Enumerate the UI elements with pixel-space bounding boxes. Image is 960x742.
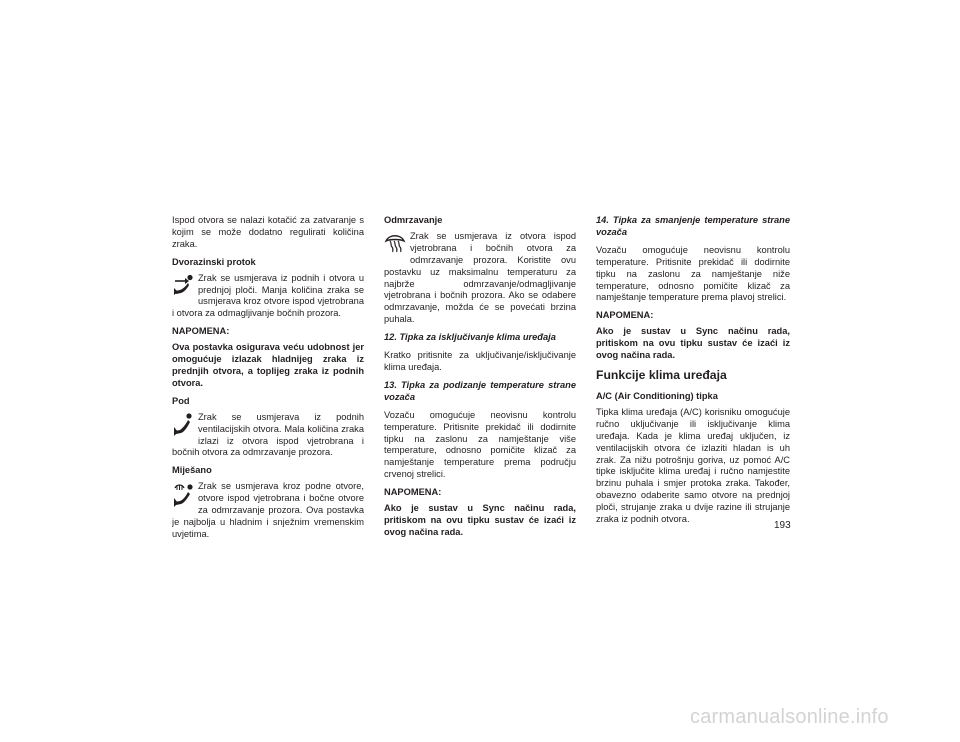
- column-2: [384, 215, 576, 545]
- mix-heading: Miješano: [172, 465, 212, 476]
- defrost-icon: [384, 232, 406, 266]
- defrost-heading: Odmrzavanje: [384, 215, 443, 225]
- floor-paragraph: [172, 412, 364, 460]
- bilevel-text: Zrak se usmjerava iz podnih i otvora u prednjoj ploči. Manja količina zraka se usmjerava kroz otvore ispod vjetrobrana i otvora za odmagljivanje bočnih prozora.: [172, 272, 364, 319]
- note-label: NAPOMENA:: [172, 326, 230, 337]
- mix-paragraph: [172, 481, 364, 541]
- button12-heading: 12. Tipka za isključivanje klima uređaja: [384, 332, 556, 343]
- mix-airflow-icon: [172, 482, 194, 516]
- bilevel-airflow-icon: [172, 274, 194, 308]
- defrost-paragraph: [384, 231, 576, 326]
- floor-heading: Pod: [172, 395, 190, 406]
- bilevel-heading: Dvorazinski protok: [172, 256, 256, 267]
- button14-text: Vozaču omogućuje neovisnu kontrolu temperature. Pritisnite prekidač ili dodirnite tipku na zaslonu za namještanje niže temperature, odnosno pomičite klizač za namještanje temperature prema plavoj strelici.: [596, 244, 790, 303]
- note-label-2: NAPOMENA:: [384, 487, 442, 498]
- button14-heading: 14. Tipka za smanjenje temperature strane vozača: [596, 215, 790, 237]
- button13-heading: 13. Tipka za podizanje temperature strane vozača: [384, 379, 576, 402]
- button13-text: Vozaču omogućuje neovisnu kontrolu temperature. Pritisnite prekidač ili dodirnite tipku na zaslonu za namještanje više temperature, odnosno pomičite klizač za namještanje temperature prema području crvenoj strelici.: [384, 409, 576, 480]
- floor-airflow-icon: [172, 413, 194, 447]
- section-title: Funkcije klima uređaja: [596, 367, 727, 382]
- note-label-3: NAPOMENA:: [596, 310, 654, 321]
- intro-paragraph: Ispod otvora se nalazi kotačić za zatvaranje s kojim se može dodatno regulirati količina zraka.: [172, 215, 364, 249]
- ac-text: Tipka klima uređaja (A/C) korisniku omogućuje ručno uključivanje ili isključivanje klima uređaja. Kada je klima uređaj uključen, iz ventilacijskih otvora će izlaziti hladan is uh zrak. Za nižu potrošnju goriva, uz pomoć A/C tipke isključite klima uređaj i ručno namjestite brzinu puhala i smjer protoka zraka. Također, obavezno odaberite samo otvore na prednjoj ploči, strujanje zraka u dvije razine ili strujanje zraka iz podnih otvora.: [596, 406, 790, 525]
- button12-text: Kratko pritisnite za uključivanje/isključivanje klima uređaja.: [384, 350, 576, 372]
- defrost-text: Zrak se usmjerava iz otvora ispod vjetrobrana i bočnih otvora za odmrzavanje prozora. Koristite ovu postavku uz maksimalnu temperaturu za najbrže odmrzavanje/odmagljivanje vjetrobrana i bočnih prozora. Ako se odabere odmrzavanje, možda će se povećati brzina puhala.: [384, 230, 576, 325]
- floor-text: Zrak se usmjerava iz podnih ventilacijskih otvora. Mala količina zraka izlazi iz otvora ispod vjetrobrana i bočnih otvora za odmrzavanje prozora.: [172, 411, 364, 458]
- mix-text: Zrak se usmjerava kroz podne otvore, otvore ispod vjetrobrana i bočne otvore za odmrzavanje prozora. Ova postavka je najbolja u hladnim i snježnim vremenskim uvjetima.: [172, 481, 364, 539]
- column-3: [596, 215, 790, 532]
- note-text-3: Ako je sustav u Sync načinu rada, pritiskom na ovu tipku sustav će izaći iz ovog načina rada.: [596, 326, 790, 361]
- watermark: carmanualsonline.info: [690, 706, 889, 728]
- bilevel-paragraph: [172, 273, 364, 321]
- page-number: 193: [774, 520, 791, 531]
- ac-heading: A/C (Air Conditioning) tipka: [596, 390, 718, 401]
- note-text: Ova postavka osigurava veću udobnost jer omogućuje izlazak hladnijeg zraka iz prednjih otvora, a toplijeg zraka iz podnih otvora.: [172, 342, 364, 388]
- column-1: [172, 215, 364, 547]
- note-text-2: Ako je sustav u Sync načinu rada, pritiskom na ovu tipku sustav će izaći iz ovog načina rada.: [384, 503, 576, 537]
